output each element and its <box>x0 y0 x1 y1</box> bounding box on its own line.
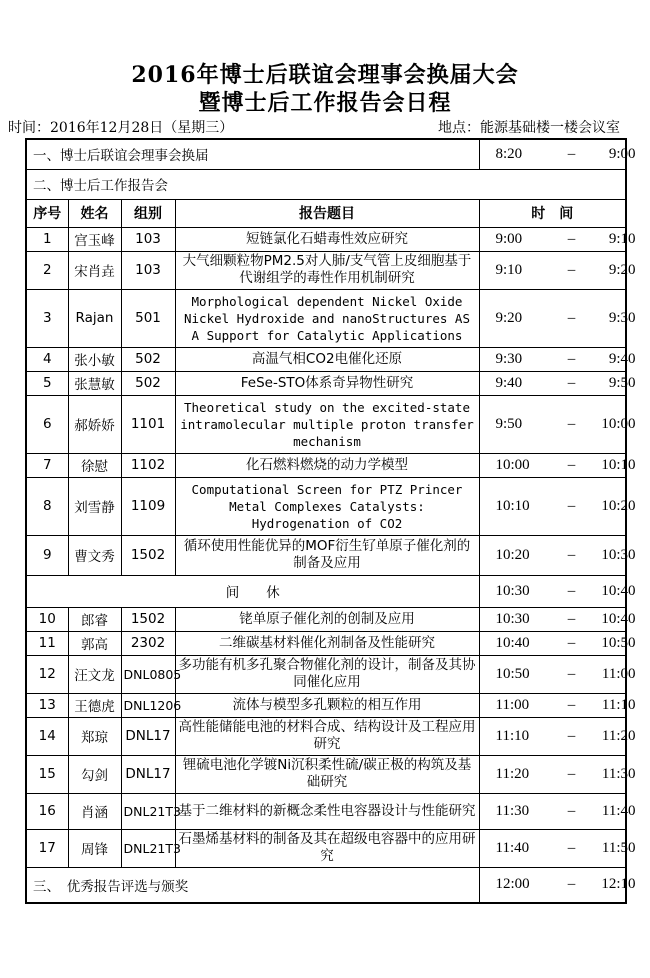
time-dash: – <box>567 374 576 391</box>
time-end: 10:20 <box>601 497 636 514</box>
time-start: 9:40 <box>495 374 523 391</box>
table-row <box>26 347 626 371</box>
report-title: FeSe-STO体系奇异物性研究 <box>175 371 479 395</box>
col-topic: 报告题目 <box>175 199 479 227</box>
row-number: 16 <box>26 793 68 829</box>
time-start: 10:40 <box>495 634 530 651</box>
time-dash: – <box>567 582 576 599</box>
section-row-3 <box>26 867 626 903</box>
time-dash: – <box>567 456 576 473</box>
time-start: 11:30 <box>495 802 530 819</box>
table-row <box>26 535 626 575</box>
time-range <box>479 477 636 535</box>
group-id: 103 <box>121 251 175 289</box>
speaker-name: 张慧敏 <box>68 371 121 395</box>
event-location: 地点：能源基础楼一楼会议室 <box>438 120 620 136</box>
table-row <box>26 631 626 655</box>
time-range <box>479 395 636 453</box>
time-start: 9:20 <box>495 309 523 326</box>
time-start: 9:50 <box>495 415 523 432</box>
time-dash: – <box>567 696 576 713</box>
time-end: 11:20 <box>601 727 636 744</box>
time-start: 10:50 <box>495 665 530 682</box>
time-start: 9:30 <box>495 350 523 367</box>
row-number: 17 <box>26 829 68 867</box>
time-range <box>479 227 636 251</box>
section-row-1 <box>26 139 626 169</box>
speaker-name: 周锋 <box>68 829 121 867</box>
time-dash: – <box>567 876 576 893</box>
group-id: 502 <box>121 371 175 395</box>
speaker-name: 曹文秀 <box>68 535 121 575</box>
time-start: 8:20 <box>495 145 523 162</box>
table-row <box>26 717 626 755</box>
speaker-name: 汪文龙 <box>68 655 121 693</box>
time-range <box>479 631 636 655</box>
group-id: 1102 <box>121 453 175 477</box>
time-start: 11:10 <box>495 727 530 744</box>
speaker-name: 王德虎 <box>68 693 121 717</box>
group-id: 1502 <box>121 535 175 575</box>
row-number: 11 <box>26 631 68 655</box>
time-start: 10:30 <box>495 582 530 599</box>
section-row-2 <box>26 169 626 199</box>
time-start: 9:00 <box>495 230 523 247</box>
speaker-name: 肖涵 <box>68 793 121 829</box>
col-time: 时 间 <box>479 199 626 227</box>
page-title: 2016年博士后联谊会理事会换届大会 <box>131 62 519 88</box>
row-number: 15 <box>26 755 68 793</box>
time-end: 9:40 <box>608 350 636 367</box>
row-number: 7 <box>26 453 68 477</box>
table-row <box>26 829 626 867</box>
speaker-name: Rajan <box>68 289 121 347</box>
break-row <box>26 575 626 607</box>
report-title: 铑单原子催化剂的创制及应用 <box>175 607 479 631</box>
speaker-name: 刘雪静 <box>68 477 121 535</box>
time-range <box>479 655 636 693</box>
group-id: 103 <box>121 227 175 251</box>
page-subtitle: 暨博士后工作报告会日程 <box>198 90 452 116</box>
report-title: 多功能有机多孔聚合物催化剂的设计，制备及其协同催化应用 <box>175 655 479 693</box>
report-title: Morphological dependent Nickel Oxide Nickel Hydroxide and nanoStructures AS A Support for Catalytic Applications <box>175 289 479 347</box>
time-end: 11:40 <box>601 802 636 819</box>
table-row <box>26 395 626 453</box>
row-number: 9 <box>26 535 68 575</box>
group-id: 1502 <box>121 607 175 631</box>
time-range <box>479 371 636 395</box>
table-row <box>26 793 626 829</box>
time-end: 9:30 <box>608 309 636 326</box>
time-dash: – <box>567 261 576 278</box>
time-range <box>479 575 636 607</box>
time-range <box>479 755 636 793</box>
time-dash: – <box>567 230 576 247</box>
group-id: 2302 <box>121 631 175 655</box>
time-end: 9:00 <box>608 145 636 162</box>
col-no: 序号 <box>26 199 68 227</box>
time-start: 11:40 <box>495 839 530 856</box>
report-title: 化石燃料燃烧的动力学模型 <box>175 453 479 477</box>
speaker-name: 勾剑 <box>68 755 121 793</box>
time-start: 11:00 <box>495 696 530 713</box>
report-title: Theoretical study on the excited-state intramolecular multiple proton transfer mechanism <box>175 395 479 453</box>
speaker-name: 郝娇娇 <box>68 395 121 453</box>
row-number: 8 <box>26 477 68 535</box>
table-row <box>26 227 626 251</box>
row-number: 2 <box>26 251 68 289</box>
time-dash: – <box>567 765 576 782</box>
time-dash: – <box>567 546 576 563</box>
time-range <box>479 793 636 829</box>
time-range <box>479 607 636 631</box>
table-row <box>26 755 626 793</box>
group-id: DNL1206 <box>121 693 175 717</box>
time-range <box>479 289 636 347</box>
time-dash: – <box>567 634 576 651</box>
time-dash: – <box>567 350 576 367</box>
time-range <box>479 347 636 371</box>
time-range <box>479 693 636 717</box>
report-title: 短链氯化石蜡毒性效应研究 <box>175 227 479 251</box>
section-label: 一、博士后联谊会理事会换届 <box>26 139 479 169</box>
report-title: Computational Screen for PTZ Princer Metal Complexes Catalysts: Hydrogenation of CO2 <box>175 477 479 535</box>
section-label: 三、 优秀报告评选与颁奖 <box>26 867 479 903</box>
group-id: DNL17 <box>121 755 175 793</box>
time-end: 10:00 <box>601 415 636 432</box>
report-title: 石墨烯基材料的制备及其在超级电容器中的应用研究 <box>175 829 479 867</box>
table-row <box>26 289 626 347</box>
row-number: 6 <box>26 395 68 453</box>
group-id: 502 <box>121 347 175 371</box>
group-id: DNL0805 <box>121 655 175 693</box>
break-label: 间 休 <box>26 575 479 607</box>
report-title: 流体与模型多孔颗粒的相互作用 <box>175 693 479 717</box>
row-number: 12 <box>26 655 68 693</box>
group-id: DNL21T3 <box>121 793 175 829</box>
report-title: 高性能储能电池的材料合成、结构设计及工程应用研究 <box>175 717 479 755</box>
report-title: 锂硫电池化学镀Ni沉积柔性硫/碳正极的构筑及基础研究 <box>175 755 479 793</box>
time-dash: – <box>567 727 576 744</box>
row-number: 1 <box>26 227 68 251</box>
group-id: 501 <box>121 289 175 347</box>
col-name: 姓名 <box>68 199 121 227</box>
time-range <box>479 453 636 477</box>
report-title: 循环使用性能优异的MOF衍生钌单原子催化剂的制备及应用 <box>175 535 479 575</box>
col-group: 组别 <box>121 199 175 227</box>
time-end: 9:20 <box>608 261 636 278</box>
time-start: 12:00 <box>495 876 530 893</box>
header-row <box>26 199 626 227</box>
time-end: 10:40 <box>601 610 636 627</box>
time-start: 10:00 <box>495 456 530 473</box>
speaker-name: 宋肖垚 <box>68 251 121 289</box>
row-number: 14 <box>26 717 68 755</box>
time-end: 11:00 <box>601 665 636 682</box>
table-row <box>26 655 626 693</box>
table-row <box>26 477 626 535</box>
time-end: 12:10 <box>601 876 636 893</box>
table-row <box>26 693 626 717</box>
time-dash: – <box>567 309 576 326</box>
time-range <box>479 139 636 169</box>
group-id: DNL21T3 <box>121 829 175 867</box>
time-end: 11:10 <box>601 696 636 713</box>
speaker-name: 宫玉峰 <box>68 227 121 251</box>
time-range <box>479 829 636 867</box>
schedule-table <box>25 138 636 904</box>
group-id: DNL17 <box>121 717 175 755</box>
time-range <box>479 251 636 289</box>
speaker-name: 郭高 <box>68 631 121 655</box>
time-start: 11:20 <box>495 765 530 782</box>
time-dash: – <box>567 415 576 432</box>
row-number: 5 <box>26 371 68 395</box>
group-id: 1101 <box>121 395 175 453</box>
time-end: 10:30 <box>601 546 636 563</box>
time-dash: – <box>567 802 576 819</box>
time-end: 9:50 <box>608 374 636 391</box>
time-dash: – <box>567 145 576 162</box>
time-end: 10:50 <box>601 634 636 651</box>
row-number: 10 <box>26 607 68 631</box>
speaker-name: 徐慰 <box>68 453 121 477</box>
time-end: 9:10 <box>608 230 636 247</box>
table-row <box>26 371 626 395</box>
time-dash: – <box>567 610 576 627</box>
time-start: 9:10 <box>495 261 523 278</box>
table-row <box>26 251 626 289</box>
report-title: 大气细颗粒物PM2.5对人肺/支气管上皮细胞基于代谢组学的毒性作用机制研究 <box>175 251 479 289</box>
time-end: 10:10 <box>601 456 636 473</box>
row-number: 13 <box>26 693 68 717</box>
speaker-name: 张小敏 <box>68 347 121 371</box>
time-start: 10:10 <box>495 497 530 514</box>
table-row <box>26 607 626 631</box>
time-start: 10:20 <box>495 546 530 563</box>
group-id: 1109 <box>121 477 175 535</box>
report-title: 基于二维材料的新概念柔性电容器设计与性能研究 <box>175 793 479 829</box>
report-title: 高温气相CO2电催化还原 <box>175 347 479 371</box>
table-row <box>26 453 626 477</box>
time-dash: – <box>567 497 576 514</box>
report-title: 二维碳基材料催化剂制备及性能研究 <box>175 631 479 655</box>
time-start: 10:30 <box>495 610 530 627</box>
event-date: 时间：2016年12月28日（星期三） <box>8 120 234 136</box>
speaker-name: 郑琼 <box>68 717 121 755</box>
time-dash: – <box>567 839 576 856</box>
speaker-name: 郎睿 <box>68 607 121 631</box>
time-range <box>479 535 636 575</box>
time-end: 11:50 <box>601 839 636 856</box>
time-end: 11:30 <box>601 765 636 782</box>
time-end: 10:40 <box>601 582 636 599</box>
row-number: 4 <box>26 347 68 371</box>
time-range <box>479 867 636 903</box>
time-dash: – <box>567 665 576 682</box>
time-range <box>479 717 636 755</box>
row-number: 3 <box>26 289 68 347</box>
section-label: 二、博士后工作报告会 <box>26 169 626 199</box>
